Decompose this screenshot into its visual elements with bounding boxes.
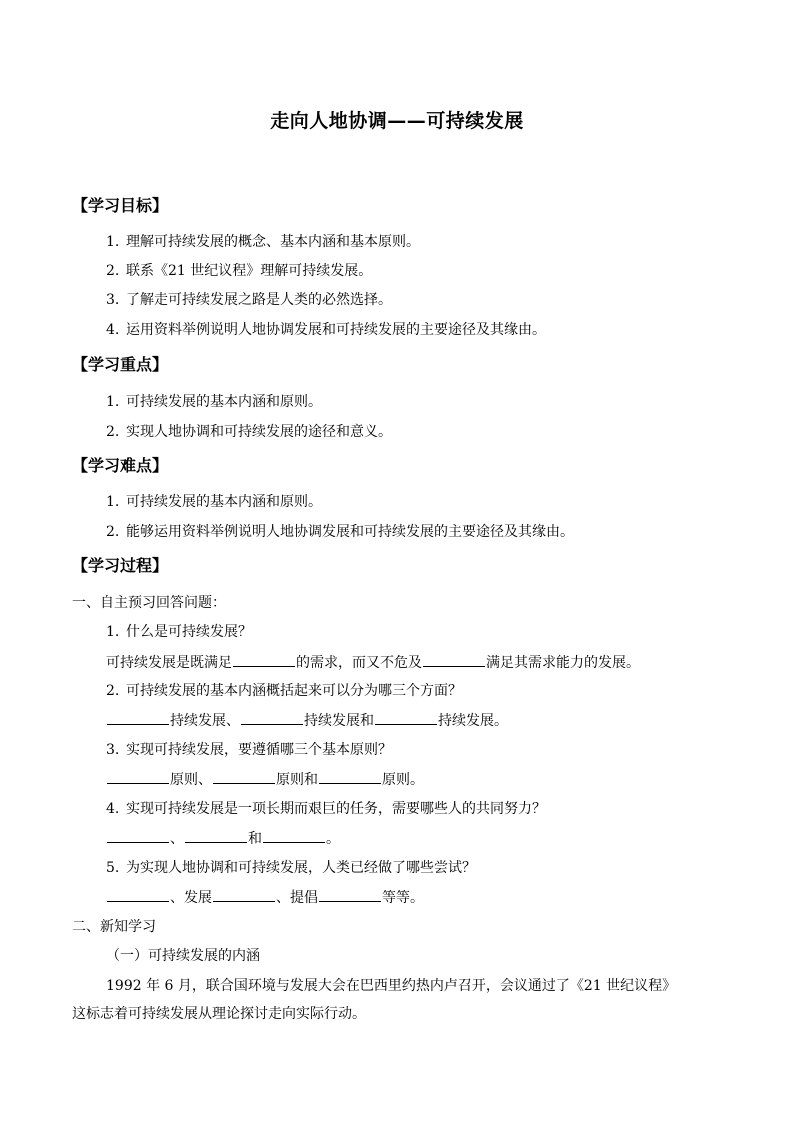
goal-item [106, 290, 392, 310]
answer-text: 原则。 [382, 772, 424, 788]
answer-text: 、提倡 [276, 890, 318, 906]
answer-text: 持续发展。 [438, 713, 508, 729]
goal-item [106, 261, 372, 281]
fill-blank[interactable] [107, 769, 169, 784]
part-title: 二、新知学习 [72, 919, 156, 935]
fill-blank[interactable] [263, 828, 325, 843]
item-number: 1. [106, 624, 120, 640]
question-1 [106, 622, 252, 642]
answer-text: 、 [170, 831, 184, 847]
answer-text: 可持续发展是既满足 [106, 655, 232, 671]
item-text: 了解走可持续发展之路是人类的必然选择。 [126, 292, 392, 308]
key-point-item [106, 422, 392, 442]
fill-blank[interactable] [213, 887, 275, 902]
fill-blank[interactable] [319, 769, 381, 784]
answer-text: 原则、 [170, 772, 212, 788]
fill-blank[interactable] [213, 769, 275, 784]
item-number: 2. [106, 524, 120, 540]
answer-3 [106, 769, 424, 790]
question-text: 为实现人地协调和可持续发展，人类已经做了哪些尝试？ [126, 860, 476, 876]
subsection-title: （一）可持续发展的内涵 [106, 948, 260, 964]
fill-blank[interactable] [107, 828, 169, 843]
page-title: 走向人地协调——可持续发展 [270, 110, 524, 132]
fill-blank[interactable] [375, 710, 437, 725]
item-number: 4. [106, 322, 120, 338]
question-4 [106, 799, 546, 819]
key-point-item [106, 392, 322, 412]
question-3 [106, 740, 392, 760]
answer-4 [106, 828, 340, 849]
answer-text: 持续发展和 [304, 713, 374, 729]
item-number: 2. [106, 424, 120, 440]
item-text: 可持续发展的基本内涵和原则。 [126, 394, 322, 410]
answer-text: 原则和 [276, 772, 318, 788]
answer-text: 。 [326, 831, 340, 847]
item-number: 2. [106, 683, 120, 699]
item-number: 5. [106, 860, 120, 876]
question-text: 实现可持续发展是一项长期而艰巨的任务，需要哪些人的共同努力？ [126, 801, 546, 817]
item-text: 能够运用资料举例说明人地协调发展和可持续发展的主要途径及其缘由。 [126, 524, 574, 540]
item-text: 实现人地协调和可持续发展的途径和意义。 [126, 424, 392, 440]
answer-text: 满足其需求能力的发展。 [486, 655, 640, 671]
goal-item [106, 320, 546, 340]
part-title: 一、自主预习回答问题： [72, 595, 226, 611]
item-number: 3. [106, 292, 120, 308]
fill-blank[interactable] [319, 887, 381, 902]
goal-item [106, 232, 420, 252]
fill-blank[interactable] [185, 828, 247, 843]
item-number: 1. [106, 394, 120, 410]
fill-blank[interactable] [423, 652, 485, 667]
item-number: 2. [106, 263, 120, 279]
fill-blank[interactable] [241, 710, 303, 725]
item-number: 1. [106, 494, 120, 510]
difficulty-item [106, 522, 574, 542]
fill-blank[interactable] [233, 652, 295, 667]
paragraph-line: 1992 年 6 月，联合国环境与发展大会在巴西里约热内卢召开，会议通过了《21 世纪议程》 [106, 978, 677, 994]
item-number: 4. [106, 801, 120, 817]
answer-text: 持续发展、 [170, 713, 240, 729]
item-number: 3. [106, 742, 120, 758]
paragraph-line: 这标志着可持续发展从理论探讨走向实际行动。 [72, 1006, 366, 1022]
item-text: 可持续发展的基本内涵和原则。 [126, 494, 322, 510]
answer-2 [106, 710, 508, 731]
answer-1 [106, 652, 640, 673]
answer-text: 、发展 [170, 890, 212, 906]
question-text: 实现可持续发展，要遵循哪三个基本原则？ [126, 742, 392, 758]
section-heading-goals: 【学习目标】 [72, 196, 169, 215]
section-heading-key-points: 【学习重点】 [72, 355, 169, 374]
question-text: 什么是可持续发展？ [126, 624, 252, 640]
answer-text: 和 [248, 831, 262, 847]
item-number: 1. [106, 234, 120, 250]
question-5 [106, 858, 476, 878]
item-text: 联系《21 世纪议程》理解可持续发展。 [126, 263, 373, 279]
answer-text: 等等。 [382, 890, 424, 906]
item-text: 理解可持续发展的概念、基本内涵和基本原则。 [126, 234, 420, 250]
fill-blank[interactable] [107, 887, 169, 902]
answer-5 [106, 887, 424, 908]
question-2 [106, 681, 462, 701]
difficulty-item [106, 492, 322, 512]
item-text: 运用资料举例说明人地协调发展和可持续发展的主要途径及其缘由。 [126, 322, 546, 338]
section-heading-process: 【学习过程】 [72, 556, 169, 575]
section-heading-difficulties: 【学习难点】 [72, 456, 169, 475]
answer-text: 的需求，而又不危及 [296, 655, 422, 671]
question-text: 可持续发展的基本内涵概括起来可以分为哪三个方面？ [126, 683, 462, 699]
fill-blank[interactable] [107, 710, 169, 725]
